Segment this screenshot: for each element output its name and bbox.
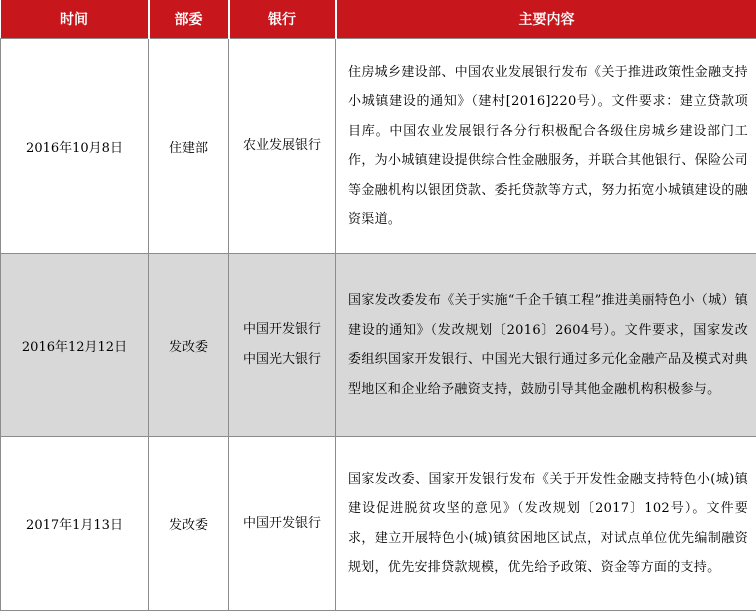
row-ministry: 住建部: [149, 39, 229, 254]
row-date: 2016年12月12日: [1, 254, 149, 437]
row-ministry: 发改委: [149, 437, 229, 611]
row-ministry: 发改委: [149, 254, 229, 437]
table-row: [1, 437, 756, 611]
header-ministry: 部委: [149, 0, 229, 39]
row-date: 2017年1月13日: [1, 437, 149, 611]
header-content: 主要内容: [336, 0, 756, 39]
row-banks: [229, 437, 336, 611]
bank-name: 中国光大银行: [229, 345, 335, 375]
table-row: [1, 254, 756, 437]
table-header: [1, 0, 756, 39]
bank-name: 中国开发银行: [229, 509, 335, 539]
row-date: 2016年10月8日: [1, 39, 149, 254]
bank-name: 中国开发银行: [229, 315, 335, 345]
header-time: 时间: [1, 0, 149, 39]
row-banks: [229, 254, 336, 437]
row-content: 住房城乡建设部、中国农业发展银行发布《关于推进政策性金融支持小城镇建设的通知》（建村[2016]220号）。文件要求：建立贷款项目库。中国农业发展银行各分行积极配合各级住房城乡建设部门工作，为小城镇建设提供综合性金融服务，并联合其他银行、保险公司等金融机构以银团贷款、委托贷款等方式，努力拓宽小城镇建设的融资渠道。: [336, 39, 756, 254]
row-content: 国家发改委发布《关于实施“千企千镇工程”推进美丽特色小（城）镇建设的通知》（发改规划〔2016〕2604号）。文件要求，国家发改委组织国家开发银行、中国光大银行通过多元化金融产品及模式对典型地区和企业给予融资支持，鼓励引导其他金融机构积极参与。: [336, 254, 756, 437]
bank-name: 农业发展银行: [229, 131, 335, 161]
table-row: [1, 39, 756, 254]
row-content: 国家发改委、国家开发银行发布《关于开发性金融支持特色小(城)镇建设促进脱贫攻坚的意见》（发改规划〔2017〕102号）。文件要求，建立开展特色小(城)镇贫困地区试点，对试点单位优先编制融资规划，优先安排贷款规模，优先给予政策、资金等方面的支持。: [336, 437, 756, 611]
header-bank: 银行: [229, 0, 336, 39]
row-banks: [229, 39, 336, 254]
